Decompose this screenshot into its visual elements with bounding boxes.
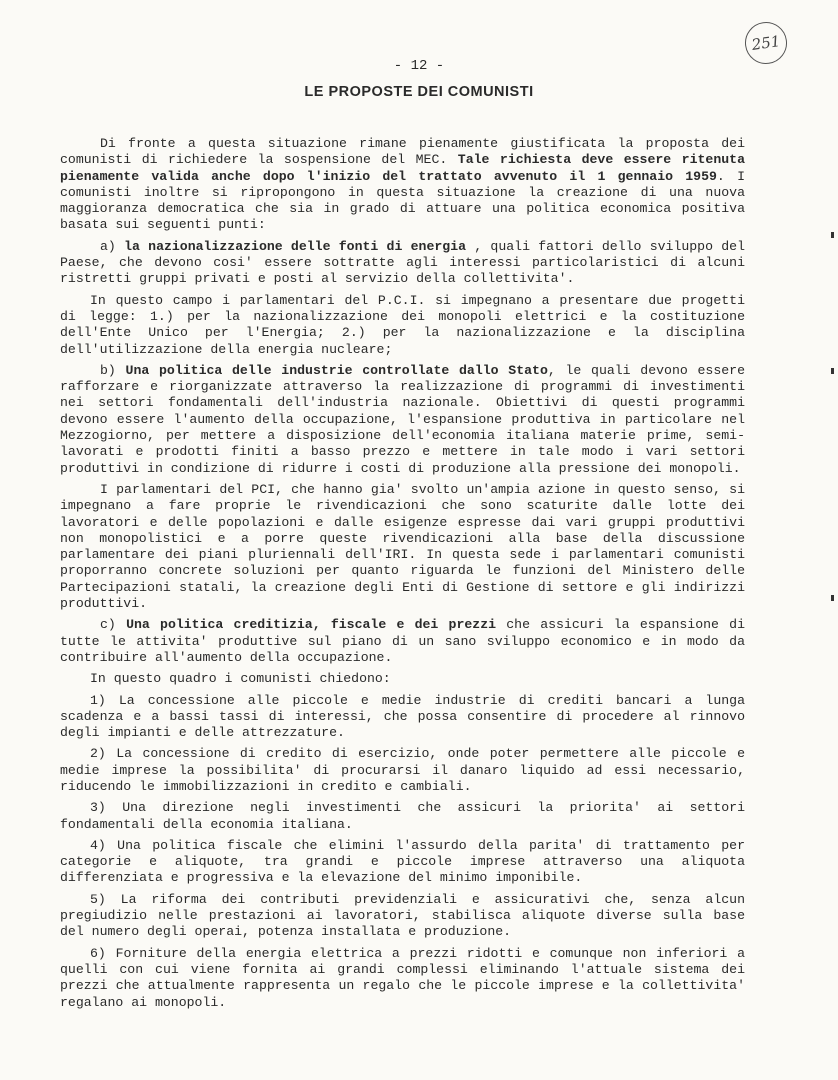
point-b-prefix: b) xyxy=(100,362,126,378)
point-a-paragraph xyxy=(60,239,745,288)
pci-commitment-paragraph: I parlamentari del PCI, che hanno gia' svolto un'ampia azione in questo senso, si impegnano a fare proprie le rivendicazioni che sono scaturite dalle lotte dei lavoratori e delle popolazioni e dalle esigenze espresse dai vari gruppi produttivi non monopolistici e a porre queste rivendicazioni alla base della discussione parlamentare dei piani pluriennali dell'IRI. In questa sede i parlamentari comunisti proporranno concrete soluzioni per quanto riguarda le funzioni del Ministero delle Partecipazioni statali, la creazione degli Enti di Gestione di settore e gli indirizzi produttivi. xyxy=(60,481,745,612)
point-c-prefix: c) xyxy=(100,617,127,633)
page-number: - 12 - xyxy=(393,58,445,74)
margin-mark xyxy=(831,232,834,238)
point-c-text: che assicuri la espansione di tutte le attivita' produttive sul piano di un sano sviluppo economico e in modo da contribuire all'aumento della occupazione. xyxy=(60,617,746,665)
archive-stamp: 251 xyxy=(742,19,789,66)
document-body xyxy=(60,136,745,1016)
margin-mark xyxy=(831,595,834,601)
point-c-paragraph xyxy=(60,617,745,666)
page-title: LE PROPOSTE DEI COMUNISTI xyxy=(304,84,534,100)
point-c-heading: Una politica creditizia, fiscale e dei prezzi xyxy=(126,617,497,633)
intro-text: Di fronte a questa situazione rimane pienamente giustificata la proposta dei comunisti di richiedere la sospensione del MEC. xyxy=(60,136,745,168)
point-a-prefix: a) xyxy=(100,238,125,254)
point-a-text: , quali fattori dello sviluppo del Paese, che devono cosi' essere sottratte agli interessi particolaristici di alcuni ristretti gruppi privati e posti al servizio della collettivita'. xyxy=(60,238,745,287)
intro-text-end: . I comunisti inoltre si ripropongono in questa situazione la creazione di una nuova maggioranza democratica che sia in grado di attuare una politica economica positiva basata sui seguenti punti: xyxy=(60,168,745,233)
demand-item: 1) La concessione alle piccole e medie industrie di crediti bancari a lunga scadenza e a bassi tassi di interessi, che possa consentire di procedere al rinnovo degli impianti e delle attrezzature. xyxy=(60,692,745,741)
point-b-text: , le quali devono essere rafforzare e riorganizzate attraverso la realizzazione di programmi di investimenti nei settori fondamentali dell'industria nazionale. Obiettivi di questi programmi devono essere l'aumento della occupazione, l'espansione produttiva in particolare nel Mezzogiorno, per mettere a disposizione dell'economia italiana materie prime, semi-lavorati e prodotti finiti a basso prezzo e mettere in tale modo i vari settori produttivi in condizione di ridurre i costi di produzione alla pressione dei monopoli. xyxy=(60,362,745,476)
margin-mark xyxy=(831,368,834,374)
point-a-heading: la nazionalizzazione delle fonti di energia xyxy=(124,238,467,254)
demand-item: 2) La concessione di credito di esercizio, onde poter permettere alle piccole e medie imprese la possibilita' di procurarsi il danaro liquido ad essi necessario, riducendo le immobilizzazioni in credito e cambiali. xyxy=(60,746,745,794)
demand-item: 4) Una politica fiscale che elimini l'assurdo della parita' di trattamento per categorie e aliquote, tra grandi e piccole imprese attraverso una aliquota differenziata e progressiva e la elevazione del minimo imponibile. xyxy=(60,837,745,886)
point-b-paragraph xyxy=(60,363,745,477)
pci-projects-paragraph: In questo campo i parlamentari del P.C.I. si impegnano a presentare due progetti di legge: 1.) per la nazionalizzazione dei monopoli elettrici e la costituzione dell'Ente Unico per l'Energia; 2.) per la nazionalizzazione e la disciplina dell'utilizzazione della energia nucleare; xyxy=(60,292,745,357)
demand-item: 6) Forniture della energia elettrica a prezzi ridotti e comunque non inferiori a quelli con cui viene fornita ai grandi complessi eliminando l'attuale sistema dei prezzi che attualmente rappresenta un regalo che le piccole imprese e la collettivita' regalano ai monopoli. xyxy=(60,945,745,1010)
point-b-heading: Una politica delle industrie controllate dallo Stato xyxy=(125,362,548,378)
intro-bold-text: Tale richiesta deve essere ritenuta pienamente valida anche dopo l'inizio del trattato avvenuto il 1 gennaio 1959 xyxy=(60,152,745,184)
intro-paragraph xyxy=(60,136,745,234)
demand-item: 5) La riforma dei contributi previdenziali e assicurativi che, senza alcun pregiudizio nelle prestazioni ai lavoratori, stabilisca aliquote diverse sulla base del numero degli operai, potenza installata e produzione. xyxy=(60,891,745,940)
demand-item: 3) Una direzione negli investimenti che assicuri la priorita' ai settori fondamentali della economia italiana. xyxy=(60,800,745,832)
demands-intro: In questo quadro i comunisti chiedono: xyxy=(90,671,391,687)
